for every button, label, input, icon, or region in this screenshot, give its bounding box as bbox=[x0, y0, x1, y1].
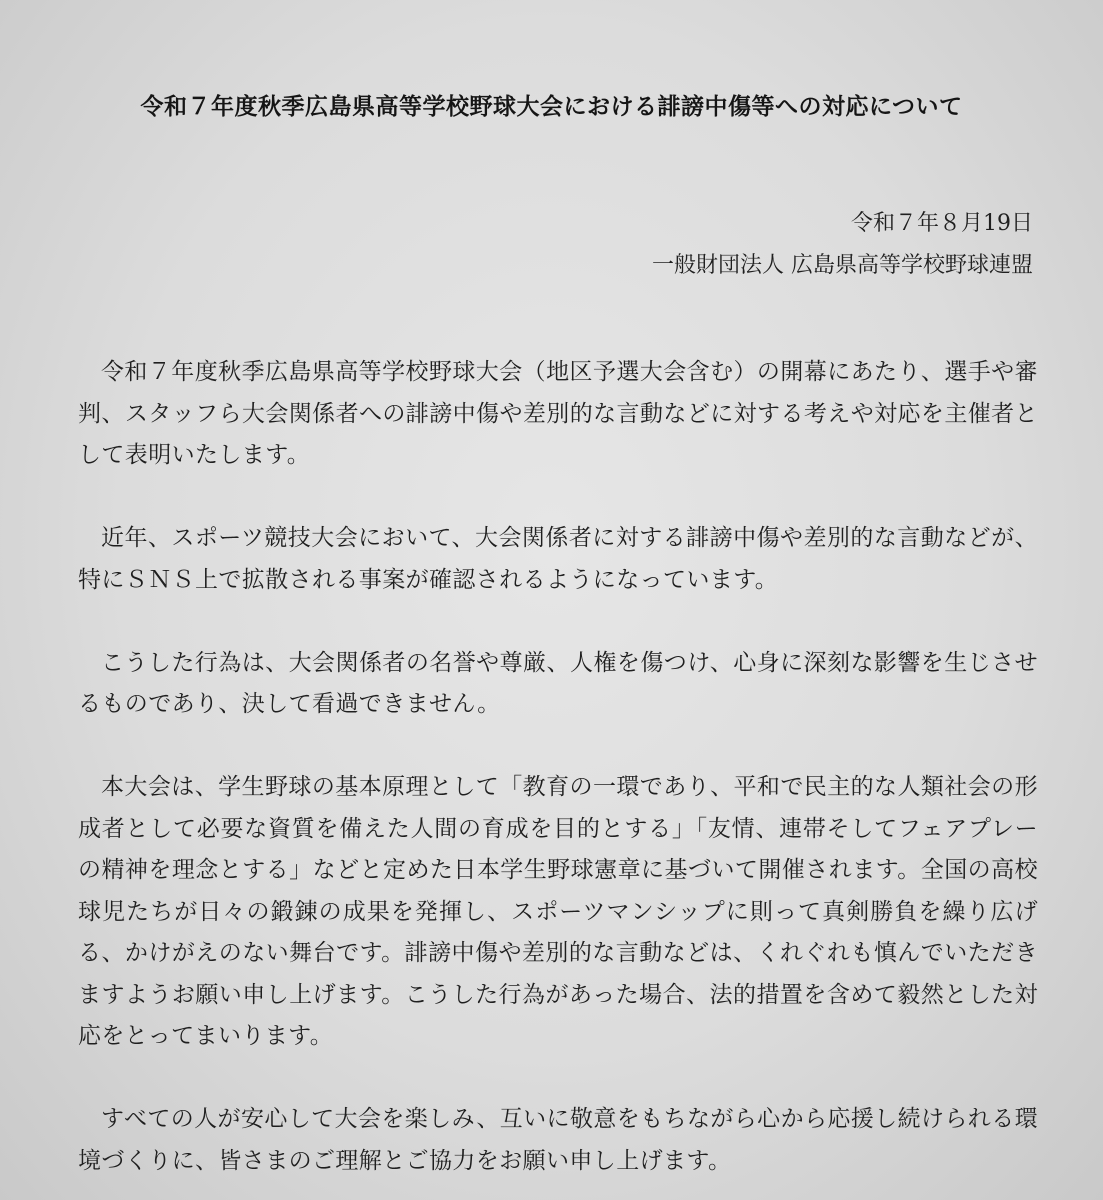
paragraph-3: こうした行為は、大会関係者の名誉や尊厳、人権を傷つけ、心身に深刻な影響を生じさせるものであり、決して看過できません。 bbox=[78, 649, 1038, 717]
document-issuer: 一般財団法人 広島県高等学校野球連盟 bbox=[652, 253, 1033, 278]
paragraph-1: 令和７年度秋季広島県高等学校野球大会（地区予選大会含む）の開幕にあたり、選手や審判、スタッフら大会関係者への誹謗中傷や差別的な言動などに対する考えや対応を主催者として表明いたします。 bbox=[78, 359, 1038, 468]
paragraph-5: すべての人が安心して大会を楽しみ、互いに敬意をもちながら心から応援し続けられる環境づくりに、皆さまのご理解とご協力をお願い申し上げます。 bbox=[78, 1106, 1038, 1174]
document-title: 令和７年度秋季広島県高等学校野球大会における誹謗中傷等への対応について bbox=[140, 94, 963, 120]
document-body bbox=[78, 352, 1038, 1182]
paragraph-4: 本大会は、学生野球の基本原理として「教育の一環であり、平和で民主的な人類社会の形成者として必要な資質を備えた人間の育成を目的とする」「友情、連帯そしてフェアプレーの精神を理念とする」などと定めた日本学生野球憲章に基づいて開催されます。全国の高校球児たちが日々の鍛錬の成果を発揮し、スポーツマンシップに則って真剣勝負を繰り広げる、かけがえのない舞台です。誹謗中傷や差別的な言動などは、くれぐれも慎んでいただきますようお願い申し上げます。こうした行為があった場合、法的措置を含めて毅然とした対応をとってまいります。 bbox=[78, 774, 1038, 1049]
document-meta bbox=[652, 203, 1033, 287]
document-date: 令和７年８月19日 bbox=[851, 211, 1033, 236]
paragraph-2: 近年、スポーツ競技大会において、大会関係者に対する誹謗中傷や差別的な言動などが、特にＳＮＳ上で拡散される事案が確認されるようになっています。 bbox=[78, 525, 1038, 593]
